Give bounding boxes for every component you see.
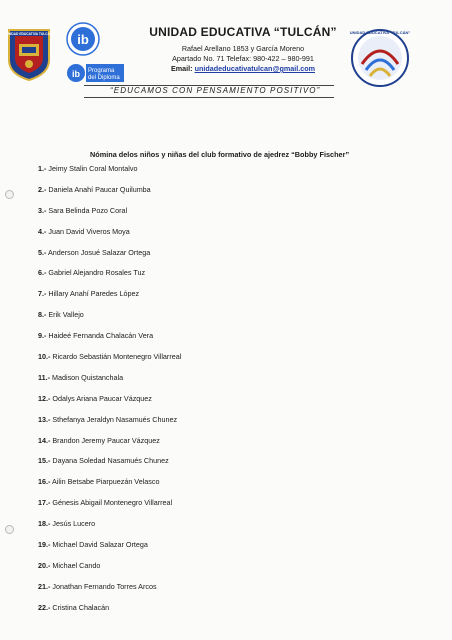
address-line-1: Rafael Arellano 1853 y García Moreno [181,44,305,53]
item-number: 6.- [38,268,47,278]
student-name: Brandon Jeremy Paucar Vázquez [52,435,160,445]
school-crest-logo [5,26,53,82]
item-number: 1.- [38,164,47,173]
list-item [38,582,181,603]
student-name: Jesús Lucero [52,519,96,529]
email-label: Email: [170,64,193,73]
item-number: 9.- [38,331,47,341]
item-number: 8.- [38,310,47,320]
student-name: Dayana Soledad Nasamués Chunez [52,456,169,466]
email-link[interactable]: unidadeducativatulcan@gmail.com [194,64,315,73]
list-item [38,185,181,206]
svg-text:ib: ib [72,69,80,79]
item-number: 2.- [38,184,47,194]
crest-lettering: UNIDAD EDUCATIVA TULCÁN [5,32,53,36]
item-number: 22.- [38,602,51,612]
student-name: Sara Belinda Pozo Coral [48,205,128,215]
student-name: Erik Vallejo [48,310,84,320]
item-number: 18.- [38,519,51,529]
ib-diploma-logo [66,62,124,84]
list-item [38,206,181,227]
document-title: Nómina delos niños y niñas del club formativo de ajedrez “Bobby Fischer” [90,150,350,159]
item-number: 21.- [38,581,51,591]
school-motto: “EDUCAMOS CON PENSAMIENTO POSITIVO” [110,86,321,95]
student-roster [38,164,181,624]
student-name: Ricardo Sebastián Montenegro Villarreal [52,352,182,362]
list-item [38,268,181,289]
item-number: 13.- [38,414,51,424]
svg-text:Programa: Programa [88,68,115,74]
item-number: 10.- [38,352,51,362]
list-item [38,373,181,394]
svg-text:ib: ib [77,32,89,47]
list-item [38,310,181,331]
item-number: 17.- [38,498,51,508]
student-name: Cristina Chalacán [52,602,110,612]
item-number: 20.- [38,560,51,570]
item-number: 11.- [38,372,50,382]
student-name: Odalys Ariana Paucar Vázquez [52,393,152,403]
list-item [38,227,181,248]
list-item [38,394,181,415]
punch-hole [5,190,14,199]
list-item [38,331,181,352]
student-name: Jeimy Stalin Coral Montalvo [48,164,138,173]
item-number: 15.- [38,456,51,466]
student-name: Jonathan Fernando Torres Arcos [52,581,157,591]
list-item [38,540,181,561]
list-item [38,603,181,624]
student-name: Sthefanya Jeraldyn Nasamués Chunez [52,414,178,424]
list-item [38,519,181,540]
punch-hole [5,525,14,534]
list-item [38,352,181,373]
student-name: Juan David Viveros Moya [48,226,130,236]
student-name: Gabriel Alejandro Rosales Tuz [48,268,146,278]
svg-text:del Diploma: del Diploma [88,75,120,81]
list-item [38,248,181,269]
item-number: 7.- [38,289,47,299]
student-name: Anderson Josué Salazar Ortega [48,247,151,257]
list-item [38,415,181,436]
item-number: 19.- [38,540,51,550]
student-name: Michael David Salazar Ortega [52,540,148,550]
student-name: Haideé Fernanda Chalacán Vera [48,331,154,341]
student-name: Génesis Abigail Montenegro Villarreal [52,498,173,508]
student-name: Daniela Anahí Paucar Quilumba [48,184,151,194]
list-item [38,456,181,477]
item-number: 5.- [38,247,47,257]
student-name: Michael Cando [52,560,101,570]
item-number: 12.- [38,393,51,403]
item-number: 14.- [38,435,51,445]
list-item [38,164,181,185]
list-item [38,561,181,582]
list-item [38,436,181,457]
student-name: Ailin Betsabe Piarpuezán Velasco [52,477,160,487]
item-number: 3.- [38,205,47,215]
emblem-lettering: UNIDAD EDUCATIVA "TULCÁN" [349,30,411,35]
school-address [130,44,356,74]
student-name: Madison Quistanchala [52,372,124,382]
list-item [38,498,181,519]
student-name: Hillary Anahí Paredes López [48,289,140,299]
item-number: 4.- [38,226,47,236]
item-number: 16.- [38,477,51,487]
list-item [38,289,181,310]
list-item [38,477,181,498]
address-line-2: Apartado No. 71 Telefax: 980-422 – 980-991 [172,54,314,63]
school-name: UNIDAD EDUCATIVA “TULCÁN” [149,25,337,39]
ib-world-logo [66,22,100,56]
school-emblem-logo [348,24,412,94]
email-line [130,64,356,74]
